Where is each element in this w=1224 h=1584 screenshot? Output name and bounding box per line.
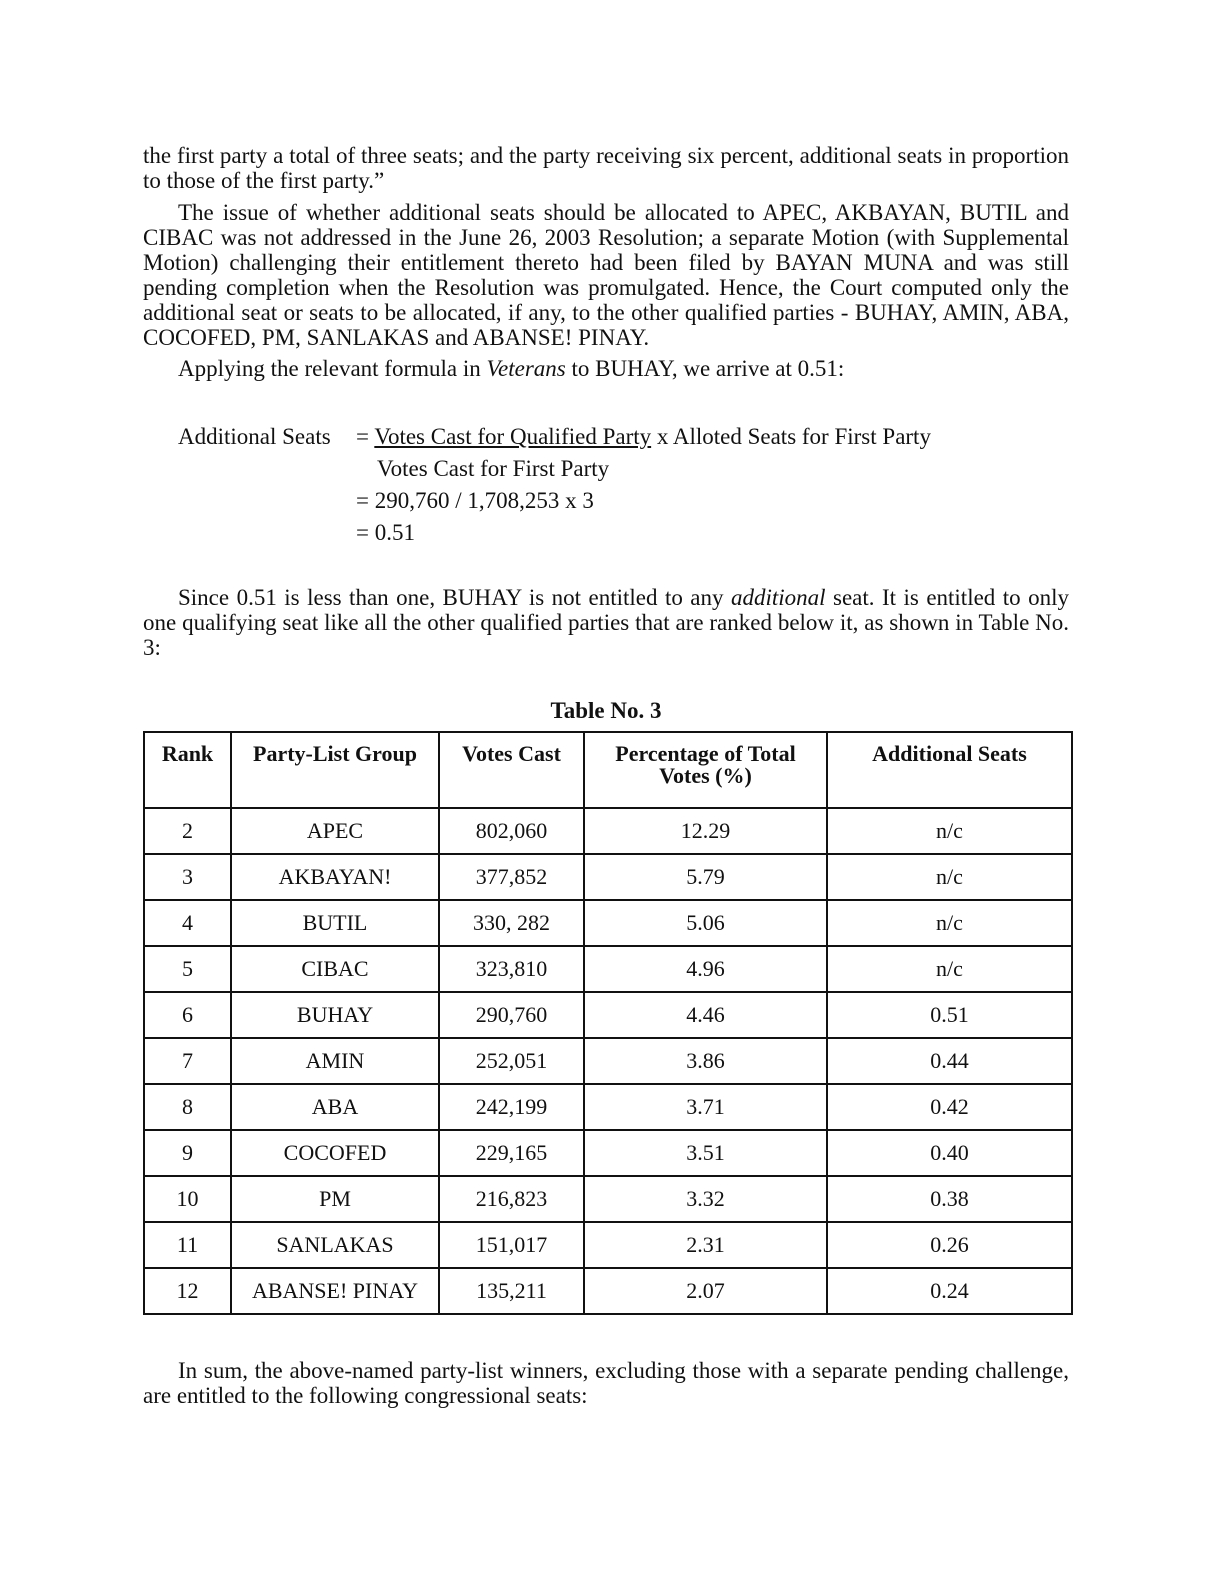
cell-percentage: 3.71 bbox=[584, 1084, 827, 1130]
italic-emphasis: additional bbox=[730, 585, 826, 610]
formula-equals: = bbox=[356, 424, 375, 449]
cell-percentage: 3.86 bbox=[584, 1038, 827, 1084]
paragraph-applying-formula bbox=[143, 356, 1069, 381]
cell-votes: 252,051 bbox=[439, 1038, 584, 1084]
cell-party: AKBAYAN! bbox=[231, 854, 439, 900]
header-percentage: Percentage of Total Votes (%) bbox=[584, 732, 827, 808]
cell-additional-seats: 0.26 bbox=[827, 1222, 1072, 1268]
cell-votes: 290,760 bbox=[439, 992, 584, 1038]
cell-percentage: 2.07 bbox=[584, 1268, 827, 1314]
formula-numerator: Votes Cast for Qualified Party bbox=[374, 424, 652, 449]
cell-rank: 3 bbox=[144, 854, 231, 900]
cell-party: BUHAY bbox=[231, 992, 439, 1038]
cell-party: ABANSE! PINAY bbox=[231, 1268, 439, 1314]
formula-line-2: = 290,760 / 1,708,253 x 3 bbox=[356, 488, 594, 513]
cell-rank: 4 bbox=[144, 900, 231, 946]
cell-votes: 377,852 bbox=[439, 854, 584, 900]
cell-votes: 216,823 bbox=[439, 1176, 584, 1222]
cell-party: SANLAKAS bbox=[231, 1222, 439, 1268]
paragraph-conclusion bbox=[143, 585, 1069, 660]
cell-additional-seats: 0.51 bbox=[827, 992, 1072, 1038]
cell-rank: 2 bbox=[144, 808, 231, 854]
cell-party: CIBAC bbox=[231, 946, 439, 992]
cell-percentage: 12.29 bbox=[584, 808, 827, 854]
results-table bbox=[143, 731, 1073, 1315]
cell-rank: 6 bbox=[144, 992, 231, 1038]
table-row bbox=[144, 1084, 1072, 1130]
cell-percentage: 2.31 bbox=[584, 1222, 827, 1268]
cell-votes: 151,017 bbox=[439, 1222, 584, 1268]
cell-additional-seats: 0.44 bbox=[827, 1038, 1072, 1084]
table-row bbox=[144, 1268, 1072, 1314]
cell-party: APEC bbox=[231, 808, 439, 854]
formula-label: Additional Seats bbox=[178, 424, 331, 449]
cell-party: PM bbox=[231, 1176, 439, 1222]
cell-votes: 242,199 bbox=[439, 1084, 584, 1130]
table-row bbox=[144, 900, 1072, 946]
table-row bbox=[144, 1222, 1072, 1268]
cell-votes: 802,060 bbox=[439, 808, 584, 854]
cell-percentage: 5.79 bbox=[584, 854, 827, 900]
cell-rank: 10 bbox=[144, 1176, 231, 1222]
cell-rank: 7 bbox=[144, 1038, 231, 1084]
header-votes: Votes Cast bbox=[439, 732, 584, 808]
table-row bbox=[144, 1130, 1072, 1176]
cell-additional-seats: n/c bbox=[827, 854, 1072, 900]
cell-percentage: 4.96 bbox=[584, 946, 827, 992]
header-rank: Rank bbox=[144, 732, 231, 808]
cell-rank: 9 bbox=[144, 1130, 231, 1176]
cell-rank: 8 bbox=[144, 1084, 231, 1130]
cell-additional-seats: 0.42 bbox=[827, 1084, 1072, 1130]
cell-percentage: 4.46 bbox=[584, 992, 827, 1038]
cell-votes: 330, 282 bbox=[439, 900, 584, 946]
cell-percentage: 3.51 bbox=[584, 1130, 827, 1176]
formula-line-3: = 0.51 bbox=[356, 520, 415, 545]
table-row bbox=[144, 992, 1072, 1038]
cell-party: AMIN bbox=[231, 1038, 439, 1084]
text-segment: to BUHAY, we arrive at 0.51: bbox=[565, 356, 845, 381]
cell-additional-seats: n/c bbox=[827, 946, 1072, 992]
cell-rank: 12 bbox=[144, 1268, 231, 1314]
cell-party: BUTIL bbox=[231, 900, 439, 946]
cell-rank: 11 bbox=[144, 1222, 231, 1268]
italic-case-name: Veterans bbox=[486, 356, 566, 381]
table-row bbox=[144, 854, 1072, 900]
header-additional-seats: Additional Seats bbox=[827, 732, 1072, 808]
text-segment: Applying the relevant formula in bbox=[178, 356, 487, 381]
cell-votes: 229,165 bbox=[439, 1130, 584, 1176]
cell-additional-seats: n/c bbox=[827, 808, 1072, 854]
cell-additional-seats: 0.40 bbox=[827, 1130, 1072, 1176]
cell-percentage: 5.06 bbox=[584, 900, 827, 946]
cell-percentage: 3.32 bbox=[584, 1176, 827, 1222]
formula-multiplier: Alloted Seats for First Party bbox=[672, 424, 931, 449]
formula-line-1 bbox=[356, 421, 931, 453]
paragraph-issue: The issue of whether additional seats should be allocated to APEC, AKBAYAN, BUTIL and CIBAC was not addressed in the June 26, 2003 Resolution; a separate Motion (with Supplemental Motion) challenging their entitlement thereto had been filed by BAYAN MUNA and was still pending completion when the Resolution was promulgated. Hence, the Court computed only the additional seat or seats to be allocated, if any, to the other qualified parties - BUHAY, AMIN, ABA, COCOFED, PM, SANLAKAS and ABANSE! PINAY. bbox=[143, 200, 1069, 350]
cell-additional-seats: n/c bbox=[827, 900, 1072, 946]
cell-additional-seats: 0.38 bbox=[827, 1176, 1072, 1222]
table-row bbox=[144, 1176, 1072, 1222]
formula-denominator: Votes Cast for First Party bbox=[377, 456, 610, 481]
text-segment: seat. It is entitled to only one qualifying seat like all the other qualified parties that are ranked below it, as shown in Table No. 3: bbox=[143, 585, 1070, 660]
table-row bbox=[144, 808, 1072, 854]
paragraph-summary: In sum, the above-named party-list winners, excluding those with a separate pending challenge, are entitled to the following congressional seats: bbox=[143, 1358, 1069, 1408]
table-caption: Table No. 3 bbox=[550, 698, 662, 723]
table-row bbox=[144, 1038, 1072, 1084]
cell-party: COCOFED bbox=[231, 1130, 439, 1176]
header-party: Party-List Group bbox=[231, 732, 439, 808]
table-body bbox=[144, 808, 1072, 1314]
text-segment: Since 0.51 is less than one, BUHAY is not entitled to any bbox=[178, 585, 731, 610]
cell-additional-seats: 0.24 bbox=[827, 1268, 1072, 1314]
formula-times: x bbox=[651, 424, 673, 449]
paragraph-continuation: the first party a total of three seats; and the party receiving six percent, additional seats in proportion to those of the first party.” bbox=[143, 143, 1069, 193]
table-header-row bbox=[144, 732, 1072, 808]
table-row bbox=[144, 946, 1072, 992]
cell-votes: 135,211 bbox=[439, 1268, 584, 1314]
cell-votes: 323,810 bbox=[439, 946, 584, 992]
cell-rank: 5 bbox=[144, 946, 231, 992]
cell-party: ABA bbox=[231, 1084, 439, 1130]
